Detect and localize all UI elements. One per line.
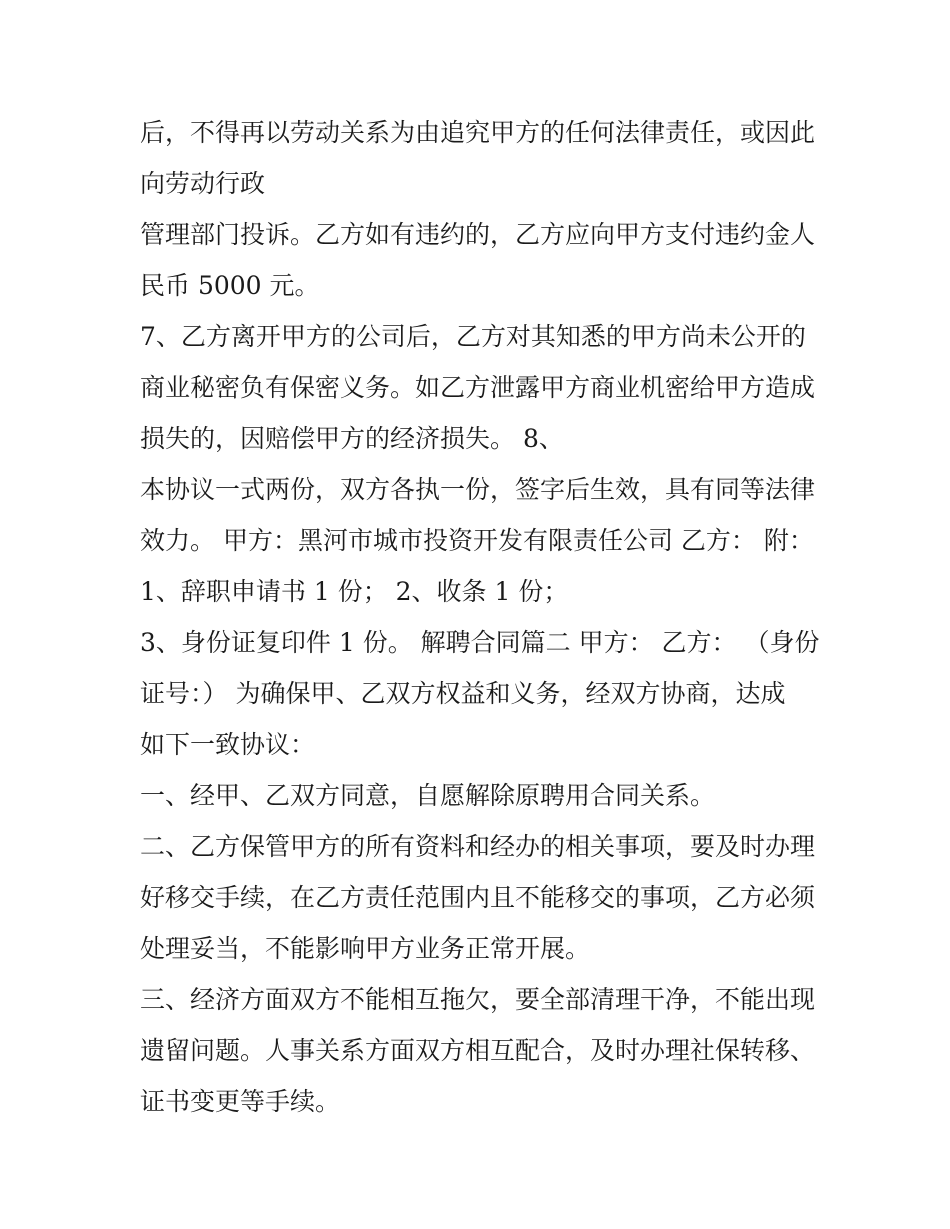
text-line: 三、经济方面双方不能相互拖欠，要全部清理干净，不能出现 — [140, 985, 816, 1014]
document-body — [140, 107, 820, 1127]
text-line: 一、经甲、乙双方同意，自愿解除原聘用合同关系。 — [140, 781, 716, 810]
text-line: 处理妥当，不能影响甲方业务正常开展。 — [140, 934, 591, 963]
text-line: 1、辞职申请书 1 份； 2、收条 1 份； — [140, 577, 569, 606]
text-line: 向劳动行政 — [140, 169, 266, 198]
text-line: 7、乙方离开甲方的公司后，乙方对其知悉的甲方尚未公开的 — [140, 322, 806, 351]
text-line: 二、乙方保管甲方的所有资料和经办的相关事项，要及时办理 — [140, 832, 816, 861]
text-line: 管理部门投诉。乙方如有违约的，乙方应向甲方支付违约金人 — [140, 220, 816, 249]
text-line: 效力。 甲方：黑河市城市投资开发有限责任公司 乙方： 附： — [140, 526, 814, 555]
text-line: 后，不得再以劳动关系为由追究甲方的任何法律责任，或因此 — [140, 118, 816, 147]
text-line: 证号：） 为确保甲、乙双方权益和义务，经双方协商，达成 — [140, 679, 786, 708]
text-line: 本协议一式两份，双方各执一份，签字后生效，具有同等法律 — [140, 475, 816, 504]
text-line: 好移交手续，在乙方责任范围内且不能移交的事项，乙方必须 — [140, 883, 816, 912]
text-line: 证书变更等手续。 — [140, 1087, 341, 1116]
text-line: 3、身份证复印件 1 份。 解聘合同篇二 甲方： 乙方： （身份 — [140, 628, 820, 657]
text-line: 如下一致协议： — [140, 730, 316, 759]
text-line: 损失的，因赔偿甲方的经济损失。 8、 — [140, 424, 564, 453]
text-line: 遗留问题。人事关系方面双方相互配合，及时办理社保转移、 — [140, 1036, 816, 1065]
text-line: 商业秘密负有保密义务。如乙方泄露甲方商业机密给甲方造成 — [140, 373, 816, 402]
text-line: 民币 5000 元。 — [140, 271, 320, 300]
